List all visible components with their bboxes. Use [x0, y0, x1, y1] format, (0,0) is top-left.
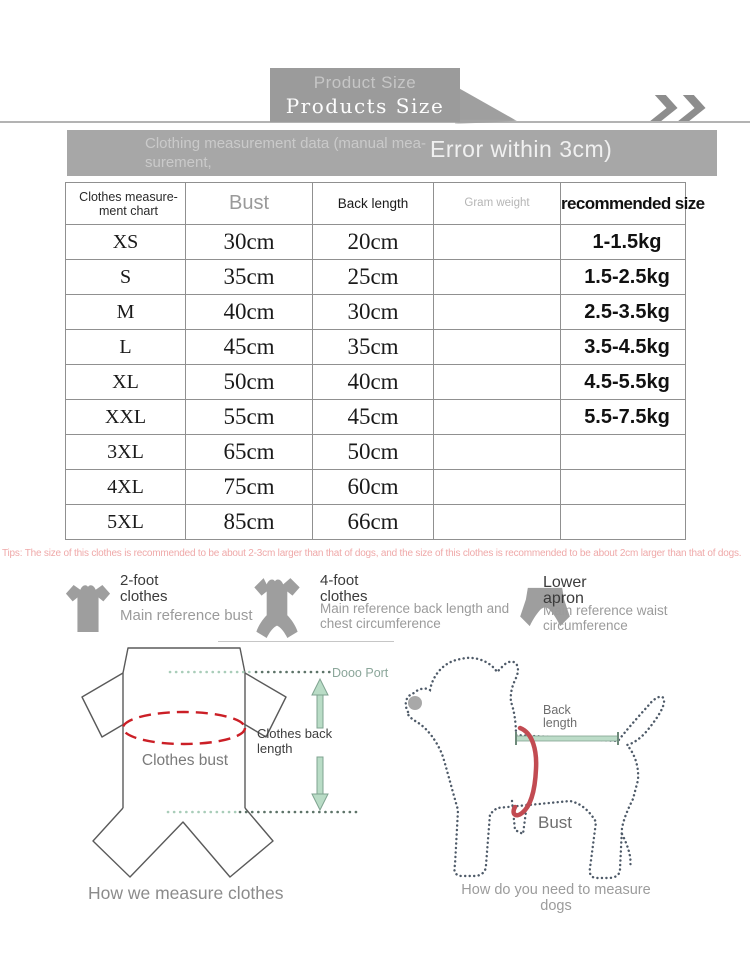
size-cell: 4XL [66, 470, 186, 505]
recommended-cell: 1.5-2.5kg [561, 260, 686, 295]
gram-weight-cell [434, 260, 561, 295]
gram-weight-cell [434, 505, 561, 540]
banner-left-text: Clothing measurement data (manual mea-surement, [145, 135, 426, 171]
size-cell: S [66, 260, 186, 295]
legend-desc: Main reference waist circumference [543, 603, 668, 633]
back-length-cell: 60cm [313, 470, 434, 505]
dog-measurement-diagram [400, 648, 700, 883]
size-cell: XL [66, 365, 186, 400]
column-header: Gram weight [434, 183, 561, 225]
tips-text: Tips: The size of this clothes is recommended to be about 2-3cm larger than that of dogs, and the size of this clothes is recommended to be about 2cm larger than that of dogs. [2, 548, 742, 559]
recommended-cell [561, 435, 686, 470]
recommended-cell: 2.5-3.5kg [561, 295, 686, 330]
back-length-cell: 50cm [313, 435, 434, 470]
back-length-cell: 30cm [313, 295, 434, 330]
bust-cell: 50cm [186, 365, 313, 400]
column-header: Back length [313, 183, 434, 225]
legend-underline [218, 641, 394, 642]
bust-cell: 45cm [186, 330, 313, 365]
bust-cell: 55cm [186, 400, 313, 435]
two-foot-clothes-icon [64, 582, 112, 636]
gram-weight-cell [434, 435, 561, 470]
legend-desc: Main reference bust [120, 607, 253, 624]
dooo-port-label: Dooo Port [332, 666, 389, 680]
page-title: Products Size [285, 94, 445, 118]
table-header-row [66, 183, 686, 225]
legend-desc: Main reference back length and chest circumference [320, 601, 510, 631]
size-cell: XXL [66, 400, 186, 435]
bust-cell: 75cm [186, 470, 313, 505]
four-foot-clothes-icon [248, 574, 306, 640]
table-row [66, 435, 686, 470]
size-cell: M [66, 295, 186, 330]
dog-caption: How do you need to measure dogs [461, 882, 651, 914]
size-cell: L [66, 330, 186, 365]
gram-weight-cell [434, 400, 561, 435]
gram-weight-cell [434, 470, 561, 505]
back-length-cell: 20cm [313, 225, 434, 260]
table-row [66, 295, 686, 330]
recommended-cell: 5.5-7.5kg [561, 400, 686, 435]
recommended-cell [561, 470, 686, 505]
size-cell: 3XL [66, 435, 186, 470]
back-length-cell: 40cm [313, 365, 434, 400]
dog-bust-label: Bust [538, 813, 573, 832]
gram-weight-cell [434, 225, 561, 260]
size-cell: XS [66, 225, 186, 260]
size-table [65, 182, 705, 540]
back-length-cell: 25cm [313, 260, 434, 295]
size-cell: 5XL [66, 505, 186, 540]
column-header: Bust [186, 183, 313, 225]
title-top: Product Size [313, 73, 417, 92]
clothes-bust-ellipse [123, 712, 245, 744]
gram-weight-cell [434, 330, 561, 365]
bust-cell: 65cm [186, 435, 313, 470]
table-row [66, 330, 686, 365]
table-row [66, 260, 686, 295]
bust-cell: 35cm [186, 260, 313, 295]
clothes-caption: How we measure clothes [88, 883, 284, 903]
table-row [66, 365, 686, 400]
dog-nose [408, 696, 422, 710]
table-row [66, 470, 686, 505]
bust-cell: 40cm [186, 295, 313, 330]
column-header: recommended size [561, 183, 686, 225]
title-box-shadow [455, 86, 517, 124]
back-length-cell: 35cm [313, 330, 434, 365]
table-row [66, 225, 686, 260]
table-row [66, 505, 686, 540]
recommended-cell: 3.5-4.5kg [561, 330, 686, 365]
recommended-cell: 4.5-5.5kg [561, 365, 686, 400]
table-row [66, 400, 686, 435]
recommended-cell [561, 505, 686, 540]
legend-title: 2-foot clothes [120, 572, 168, 605]
gram-weight-cell [434, 295, 561, 330]
back-length-cell: 66cm [313, 505, 434, 540]
back-length-cell: 45cm [313, 400, 434, 435]
gram-weight-cell [434, 365, 561, 400]
legend-title: 4-foot clothes [320, 572, 368, 605]
legend-title: Lower apron [543, 574, 587, 607]
bust-cell: 30cm [186, 225, 313, 260]
dog-back-length-label: Back length [543, 703, 578, 730]
clothes-back-length-label: Clothes back length [257, 726, 333, 756]
table-banner [67, 130, 717, 176]
double-chevron-right-icon [645, 94, 715, 122]
recommended-cell: 1-1.5kg [561, 225, 686, 260]
column-header: Clothes measure-ment chart [66, 183, 186, 225]
bust-cell: 85cm [186, 505, 313, 540]
product-size-title-box [270, 68, 460, 122]
banner-right-text: Error within 3cm) [430, 136, 613, 162]
clothes-bust-label: Clothes bust [141, 752, 229, 769]
